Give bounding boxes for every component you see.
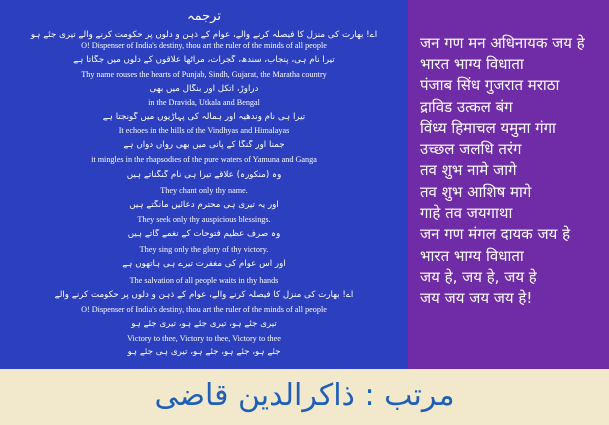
translation-title: ترجمہ xyxy=(187,9,221,24)
hindi-lyric-line: पंजाब सिंध गुजरात मराठा xyxy=(420,76,560,94)
translation-line-urdu: تیرا نام ہی، پنجاب، سندھ، گجرات، مراٹھا علاقوں کے دلوں میں جگاتا ہے xyxy=(73,55,335,65)
hindi-lyric-line: गाहे तव जयगाथा xyxy=(420,204,513,222)
hindi-lyric-line: जय जय जय जय हे! xyxy=(420,289,533,307)
translation-line-english: They chant only thy name. xyxy=(160,186,248,195)
translation-line-english: in the Dravida, Utkala and Bengal xyxy=(148,98,260,107)
translation-line-urdu: تیرا ہی نام وندھیہ اور ہمالہ کی پہاڑیوں میں گونجتا ہے xyxy=(102,112,306,122)
credit-footer xyxy=(0,369,609,425)
translation-line-english: Victory to thee, Victory to thee, Victory to thee xyxy=(127,334,281,343)
translation-line-english: They sing only the glory of thy victory. xyxy=(139,245,269,254)
translation-line-urdu: جمنا اور گنگا کے پانی میں بھی رواں دواں ہے xyxy=(123,140,285,150)
translation-line-urdu: اے! بھارت کی منزل کا فیصلہ کرنے والے، عوام کے ذہن و دلوں پر حکومت کرنے والے تیری جئے ہو xyxy=(30,30,378,40)
translation-line-urdu: اور یہ تیری ہی محترم دعائیں مانگتے ہیں xyxy=(129,200,279,210)
translation-line-english: O! Dispenser of India's destiny, thou art the ruler of the minds of all people xyxy=(81,305,327,314)
hindi-lyric-line: भारत भाग्य विधाता xyxy=(420,247,524,265)
translation-line-english: They seek only thy auspicious blessings. xyxy=(137,215,271,224)
translation-line-urdu: تیری جئے ہو، تیری جئے ہو، تیری جئے ہو xyxy=(131,319,277,329)
translation-line-urdu: دراوڑ، اتکل اور بنگال میں بھی xyxy=(149,84,259,94)
hindi-lyric-line: जन गण मन अधिनायक जय हे xyxy=(420,34,585,52)
hindi-lyric-line: जन गण मंगल दायक जय हे xyxy=(420,225,571,243)
hindi-lyric-line: उच्छल जलधि तरंग xyxy=(420,140,522,158)
hindi-lyric-line: तव शुभ नामे जागे xyxy=(420,161,517,179)
translation-line-english: it mingles in the rhapsodies of the pure waters of Yamuna and Ganga xyxy=(91,155,317,164)
compiler-credit: مرتب : ذاکرالدین قاضی xyxy=(154,378,455,413)
translation-line-english: The salvation of all people waits in thy hands xyxy=(129,276,279,285)
translation-line-english: Thy name rouses the hearts of Punjab, Sindh, Gujarat, the Maratha country xyxy=(81,70,327,79)
translation-line-english: It echoes in the hills of the Vindhyas and Himalayas xyxy=(118,126,290,135)
hindi-lyric-line: विंध्य हिमाचल यमुना गंगा xyxy=(420,119,556,137)
translation-line-urdu: جئے ہو، جئے ہو، جئے ہو، تیری ہی جئے ہو xyxy=(127,347,281,357)
translation-line-urdu: اور اس عوام کی مغفرت تیرے ہی ہاتھوں ہے xyxy=(122,259,286,269)
translation-line-english: O! Dispenser of India's destiny, thou art the ruler of the minds of all people xyxy=(81,41,327,50)
hindi-lyric-line: भारत भाग्य विधाता xyxy=(420,55,524,73)
translation-line-urdu: اے! بھارت کی منزل کا فیصلہ کرنے والے، عوام کے ذہن و دلوں پر حکومت کرنے والے xyxy=(54,290,354,300)
hindi-lyric-line: द्राविड उत्कल बंग xyxy=(420,98,513,116)
translation-line-urdu: وہ صرف عظیم فتوحات کے نغمے گاتے ہیں xyxy=(127,229,281,239)
hindi-lyric-line: जय हे, जय हे, जय हे xyxy=(420,268,537,286)
translation-line-urdu: وہ (منکورہ) علاقے تیرا ہی نام گنگناتے ہیں xyxy=(126,170,282,180)
hindi-lyric-line: तव शुभ आशिष मागे xyxy=(420,183,532,201)
